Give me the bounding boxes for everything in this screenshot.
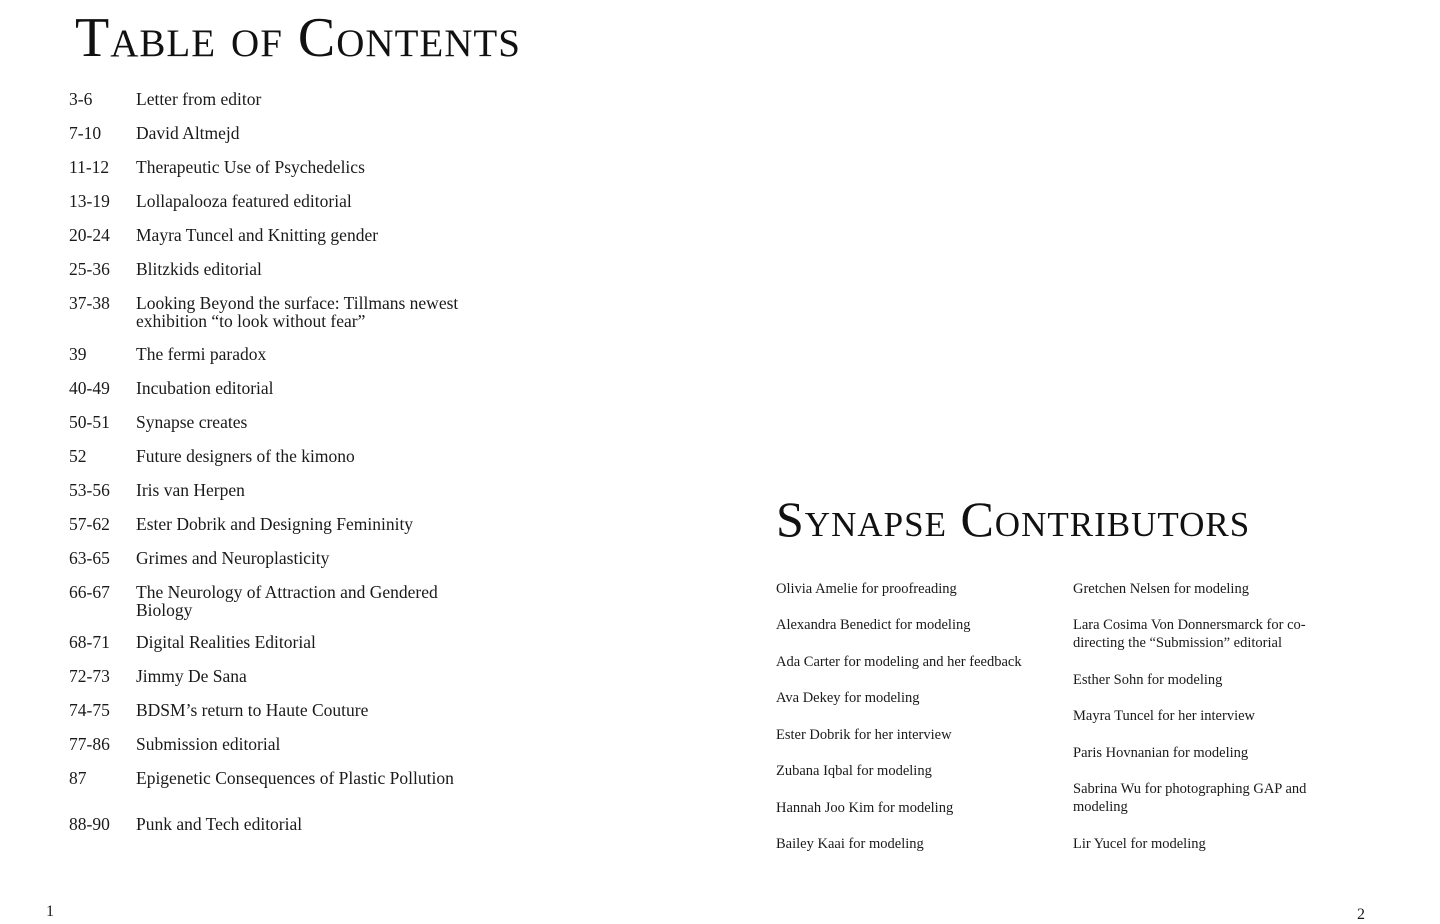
toc-entry-pages: 53-56 [69,480,110,500]
toc-entry-pages: 88-90 [69,814,110,834]
toc-entry-title: The fermi paradox [136,344,267,364]
contributor-item: Mayra Tuncel for her interview [1073,708,1256,724]
toc-entry-title: Letter from editor [136,89,262,109]
toc-entry [69,90,529,108]
toc-entry-title: Submission editorial [136,734,281,754]
toc-entry-pages: 74-75 [69,700,110,720]
contributor-item: Hannah Joo Kim for modeling [776,800,954,816]
toc-entry-title: BDSM’s return to Haute Couture [136,700,369,720]
toc-entry [69,583,529,619]
toc-entry-pages: 77-86 [69,734,110,754]
toc-entry [69,294,529,330]
toc-entry-pages: 66-67 [69,582,110,602]
contributor-item: Gretchen Nelsen for modeling [1073,581,1249,597]
toc-entry-pages: 87 [69,768,87,788]
toc-entry-pages: 7-10 [69,123,102,143]
toc-entry-title: Lollapalooza featured editorial [136,191,352,211]
toc-entry-title: Epigenetic Consequences of Plastic Pollution [136,768,454,788]
contributor-item: Ada Carter for modeling and her feedback [776,654,1022,670]
toc-entry-title: Looking Beyond the surface: Tillmans newest exhibition “to look without fear” [136,293,459,331]
contributor-item: Bailey Kaai for modeling [776,836,924,852]
toc-title: Table of Contents [75,7,521,69]
toc-entry-pages: 63-65 [69,548,110,568]
contributor-item: Olivia Amelie for proofreading [776,581,957,597]
toc-entry-pages: 37-38 [69,293,110,313]
toc-entry-title: Ester Dobrik and Designing Femininity [136,514,414,534]
toc-entry-title: David Altmejd [136,123,240,143]
toc-entry [69,735,529,753]
toc-entry [69,515,529,533]
toc-entry [69,549,529,567]
contributor-item: Esther Sohn for modeling [1073,672,1223,688]
toc-entry-title: Incubation editorial [136,378,274,398]
toc-entry [69,413,529,431]
toc-entry-pages: 20-24 [69,225,110,245]
contributor-item: Ester Dobrik for her interview [776,727,952,743]
toc-entry-pages: 25-36 [69,259,110,279]
toc-entry [69,769,529,787]
toc-entry-title: Blitzkids editorial [136,259,262,279]
toc-entry [69,124,529,142]
contributor-item: Alexandra Benedict for modeling [776,617,971,633]
toc-entry-title: Digital Realities Editorial [136,632,316,652]
toc-entry [69,667,529,685]
contributor-item: Lir Yucel for modeling [1073,836,1206,852]
toc-entry-pages: 68-71 [69,632,110,652]
contributors-title: Synapse Contributors [776,491,1251,547]
toc-entry-title: The Neurology of Attraction and Gendered Biology [136,582,438,620]
toc-entry [69,192,529,210]
toc-entry-pages: 3-6 [69,89,93,109]
page-number-right: 2 [1357,906,1365,923]
toc-entry-title: Future designers of the kimono [136,446,355,466]
toc-entry-pages: 50-51 [69,412,110,432]
toc-entry-pages: 72-73 [69,666,110,686]
toc-entry-title: Grimes and Neuroplasticity [136,548,330,568]
toc-entry-title: Punk and Tech editorial [136,814,303,834]
toc-entry-title: Therapeutic Use of Psychedelics [136,157,365,177]
toc-entry-pages: 11-12 [69,157,110,177]
toc-entry-title: Iris van Herpen [136,480,245,500]
toc-entry [69,701,529,719]
contributor-item: Zubana Iqbal for modeling [776,763,932,779]
toc-entry [69,260,529,278]
page-number-left: 1 [46,903,54,920]
toc-entry [69,447,529,465]
toc-entry [69,226,529,244]
toc-entry-pages: 39 [69,344,87,364]
toc-entry [69,633,529,651]
contributor-item: Sabrina Wu for photographing GAP and modeling [1073,781,1307,815]
toc-entry-title: Synapse creates [136,412,248,432]
toc-entry [69,379,529,397]
toc-entry-title: Mayra Tuncel and Knitting gender [136,225,379,245]
toc-entry-pages: 57-62 [69,514,110,534]
toc-entry-pages: 13-19 [69,191,110,211]
toc-entry [69,345,529,363]
contributor-item: Paris Hovnanian for modeling [1073,745,1249,761]
toc-entry [69,158,529,176]
toc-entry-title: Jimmy De Sana [136,666,247,686]
contributor-item: Ava Dekey for modeling [776,690,920,706]
toc-entry-pages: 52 [69,446,87,466]
toc-entry [69,815,529,833]
contributor-item: Lara Cosima Von Donnersmarck for co-directing the “Submission” editorial [1073,617,1306,651]
toc-entry [69,481,529,499]
toc-entry-pages: 40-49 [69,378,110,398]
